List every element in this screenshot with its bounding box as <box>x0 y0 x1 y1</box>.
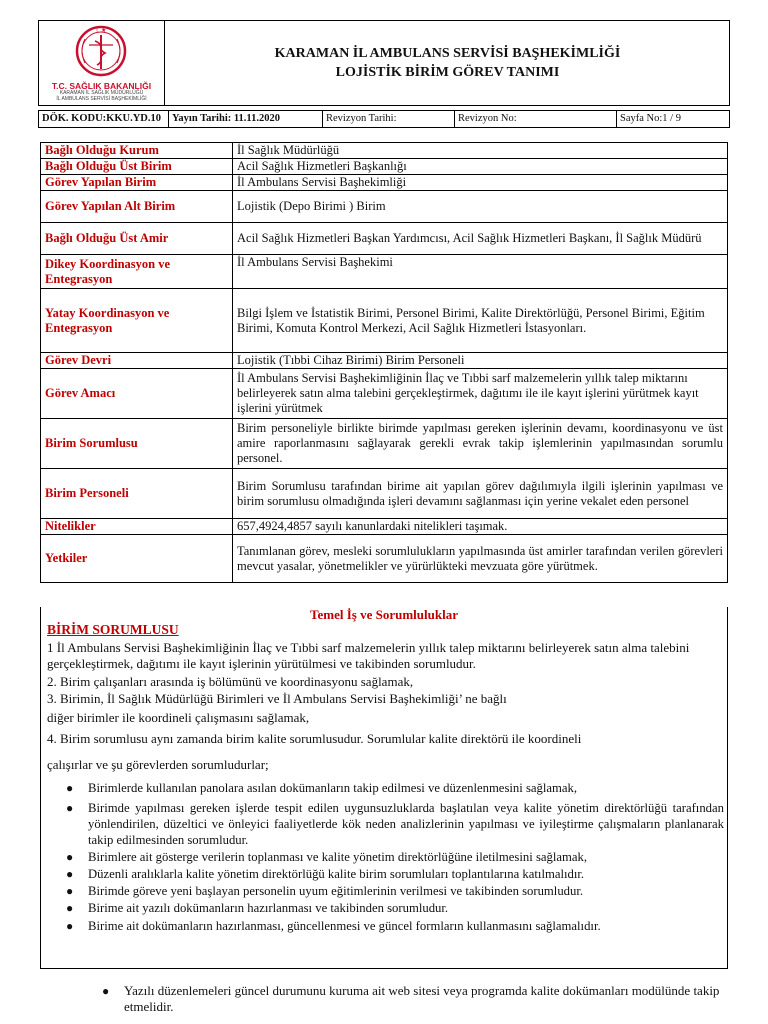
title-line-1: KARAMAN İL AMBULANS SERVİSİ BAŞHEKİMLİĞİ <box>274 46 621 61</box>
row-key: Görev Yapılan Birim <box>41 175 233 191</box>
bullet-icon: ● <box>66 850 74 864</box>
list-item <box>66 800 724 848</box>
paragraph-3-cont: diğer birimler ile koordineli çalışmasını sağlamak, <box>47 710 310 725</box>
row-key: Görev Devri <box>41 353 233 369</box>
revision-date: Revizyon Tarihi: <box>323 111 455 127</box>
logo-sub-line-1: KARAMAN İL SAĞLIK MÜDÜRLÜĞÜ <box>59 90 144 96</box>
table-row <box>41 369 728 419</box>
row-value: İl Sağlık Müdürlüğü <box>233 143 728 159</box>
list-item-text: Düzenli aralıklarla kalite yönetim direktörlüğü kalite birim sorumluları toplantılarına katılmalıdır. <box>88 867 585 881</box>
list-item <box>66 849 724 865</box>
outside-list-item <box>102 983 732 1015</box>
table-row <box>41 469 728 519</box>
paragraph-1: 1 İl Ambulans Servisi Başhekimliğinin İlaç ve Tıbbi sarf malzemelerin yıllık talep miktarını belirleyerek satın alma talebini gerçekleştirmek, dağıtımı ile kayıt işlerinin yürütülmesi ve takibinden sorumludur. <box>47 640 690 671</box>
document-meta-row <box>38 110 730 128</box>
table-row <box>41 419 728 469</box>
table-row <box>41 175 728 191</box>
row-key: Görev Amacı <box>41 369 233 419</box>
bullet-icon: ● <box>66 901 74 915</box>
row-key: Yetkiler <box>41 535 233 583</box>
ministry-emblem-icon <box>39 21 164 81</box>
bullet-icon: ● <box>102 984 110 998</box>
list-item <box>66 866 724 882</box>
row-key: Bağlı Olduğu Üst Amir <box>41 223 233 255</box>
row-value: Birim Sorumlusu tarafından birime ait yapılan görev dağılımıyla ilgili işlerinin yapılması ve birim sorumlusu olmadığında işleri devamını sağlanması için yerine vekalet eden personel <box>233 469 728 519</box>
row-value: İl Ambulans Servisi Başhekimi <box>233 255 728 289</box>
table-row <box>41 289 728 353</box>
paragraph-2: 2. Birim çalışanları arasında iş bölümünü ve koordinasyonu sağlamak, <box>47 674 414 689</box>
row-value: 657,4924,4857 sayılı kanunlardaki nitelikleri taşımak. <box>233 519 728 535</box>
row-value: Lojistik (Tıbbi Cihaz Birimi) Birim Personeli <box>233 353 728 369</box>
table-row <box>41 159 728 175</box>
table-row <box>41 255 728 289</box>
svg-text:☾★: ☾★ <box>95 27 107 34</box>
row-value: Tanımlanan görev, mesleki sorumlulukların yapılmasında üst amirler tarafından verilen görevleri mevcut yasalar, yönetmelikler ve yürürlükteki mevzuata göre yürütmek. <box>233 535 728 583</box>
logo-org-name: T.C. SAĞLIK BAKANLIĞI <box>51 81 152 91</box>
paragraph-3: 3. Birimin, İl Sağlık Müdürlüğü Birimleri ve İl Ambulans Servisi Başhekimliği’ ne bağlı <box>47 691 507 706</box>
list-item-text: Yazılı düzenlemeleri güncel durumunu kuruma ait web sitesi veya programda kalite dokümanları modülünde takip etmelidir. <box>124 983 720 1014</box>
paragraph-4-cont: çalışırlar ve şu görevlerden sorumludurlar; <box>47 757 269 772</box>
row-key: Birim Sorumlusu <box>41 419 233 469</box>
job-definition-table <box>40 142 728 583</box>
table-row <box>41 519 728 535</box>
row-key: Dikey Koordinasyon ve Entegrasyon <box>41 255 233 289</box>
list-item-text: Birime ait yazılı dokümanların hazırlanması ve takibinden sorumludur. <box>88 901 449 915</box>
row-value: Acil Sağlık Hizmetleri Başkan Yardımcısı, Acil Sağlık Hizmetleri Başkanı, İl Sağlık Müdürü <box>233 223 728 255</box>
revision-no: Revizyon No: <box>455 111 617 127</box>
list-item <box>66 883 724 899</box>
page-number: Sayfa No:1 / 9 <box>620 113 681 124</box>
row-value: İl Ambulans Servisi Başhekimliği <box>233 175 728 191</box>
list-item <box>66 780 724 796</box>
document-title <box>165 21 730 105</box>
table-row <box>41 143 728 159</box>
publish-date: Yayın Tarihi: 11.11.2020 <box>169 111 323 127</box>
row-key: Bağlı Olduğu Üst Birim <box>41 159 233 175</box>
row-value: Birim personeliyle birlikte birimde yapılması gereken işlerinin devamı, koordinasyonu ve üst amire raporlanmasını sağlayarak gerekli evrak takip işlemlerinin yapılmasından sorumlu personel. <box>233 419 728 469</box>
list-item <box>102 983 732 1015</box>
row-key: Görev Yapılan Alt Birim <box>41 191 233 223</box>
list-item-text: Birimlerde kullanılan panolara asılan dokümanların takip edilmesi ve düzenlenmesini sağlamak, <box>88 781 578 795</box>
logo-sub-line-2: İL AMBULANS SERVİSİ BAŞHEKİMLİĞİ <box>56 95 147 102</box>
bullet-icon: ● <box>66 884 74 898</box>
list-item-text: Birimlere ait gösterge verilerin toplanması ve kalite yönetim direktörlüğüne iletilmesini sağlamak, <box>88 850 588 864</box>
section-subtitle: BİRİM SORUMLUSU <box>47 622 179 637</box>
row-value: Bilgi İşlem ve İstatistik Birimi, Personel Birimi, Kalite Direktörlüğü, Personel Birimi, Eğitim Birimi, Komuta Kontrol Merkezi, Acil Sağlık Hizmetleri İstasyonları. <box>233 289 728 353</box>
table-row <box>41 353 728 369</box>
bullet-icon: ● <box>66 801 74 815</box>
title-line-2: LOJİSTİK BİRİM GÖREV TANIMI <box>335 65 560 80</box>
table-row <box>41 191 728 223</box>
responsibility-list <box>66 780 724 934</box>
list-item-text: Birimde göreve yeni başlayan personelin uyum eğitimlerinin verilmesi ve takibinden sorumludur. <box>88 884 584 898</box>
row-key: Yatay Koordinasyon ve Entegrasyon <box>41 289 233 353</box>
row-value: Acil Sağlık Hizmetleri Başkanlığı <box>233 159 728 175</box>
doc-code: DÖK. KODU:KKU.YD.10 <box>39 111 169 127</box>
list-item <box>66 918 724 934</box>
bullet-icon: ● <box>66 919 74 933</box>
section-title: Temel İş ve Sorumluluklar <box>310 607 458 622</box>
list-item-text: Birimde yapılması gereken işlerde tespit edilen uygunsuzluklarda başlatılan veya kalite yönetim direktörlüğü tarafından yönlendirilen, düzeltici ve önleyici faaliyetlerde kök neden analizlerinin yapılması ve iyileştirme çalışmaların planlanarak takip edilmesinden sorumludur. <box>88 801 724 847</box>
paragraph-4: 4. Birim sorumlusu aynı zamanda birim kalite sorumlusudur. Sorumlular kalite direktörü ile koordineli <box>47 731 582 746</box>
row-key: Birim Personeli <box>41 469 233 519</box>
row-key: Bağlı Olduğu Kurum <box>41 143 233 159</box>
row-value: İl Ambulans Servisi Başhekimliğinin İlaç ve Tıbbi sarf malzemelerin yıllık talep miktarını belirleyerek satın alma talebini gerçekleştirmek, dağıtımı ile ile kayıt işlerini yürütmek kayıt işlerini yürütmek <box>233 369 728 419</box>
document-header <box>38 20 730 106</box>
row-value: Lojistik (Depo Birimi ) Birim <box>233 191 728 223</box>
bullet-icon: ● <box>66 867 74 881</box>
logo-sub-text <box>39 91 164 102</box>
list-item-text: Birime ait dokümanların hazırlanması, güncellenmesi ve güncel formların kullanmasını sağlamalıdır. <box>88 919 601 933</box>
list-item <box>66 900 724 916</box>
bullet-icon: ● <box>66 781 74 795</box>
ministry-logo <box>39 21 165 105</box>
table-row <box>41 535 728 583</box>
table-row <box>41 223 728 255</box>
row-key: Nitelikler <box>41 519 233 535</box>
